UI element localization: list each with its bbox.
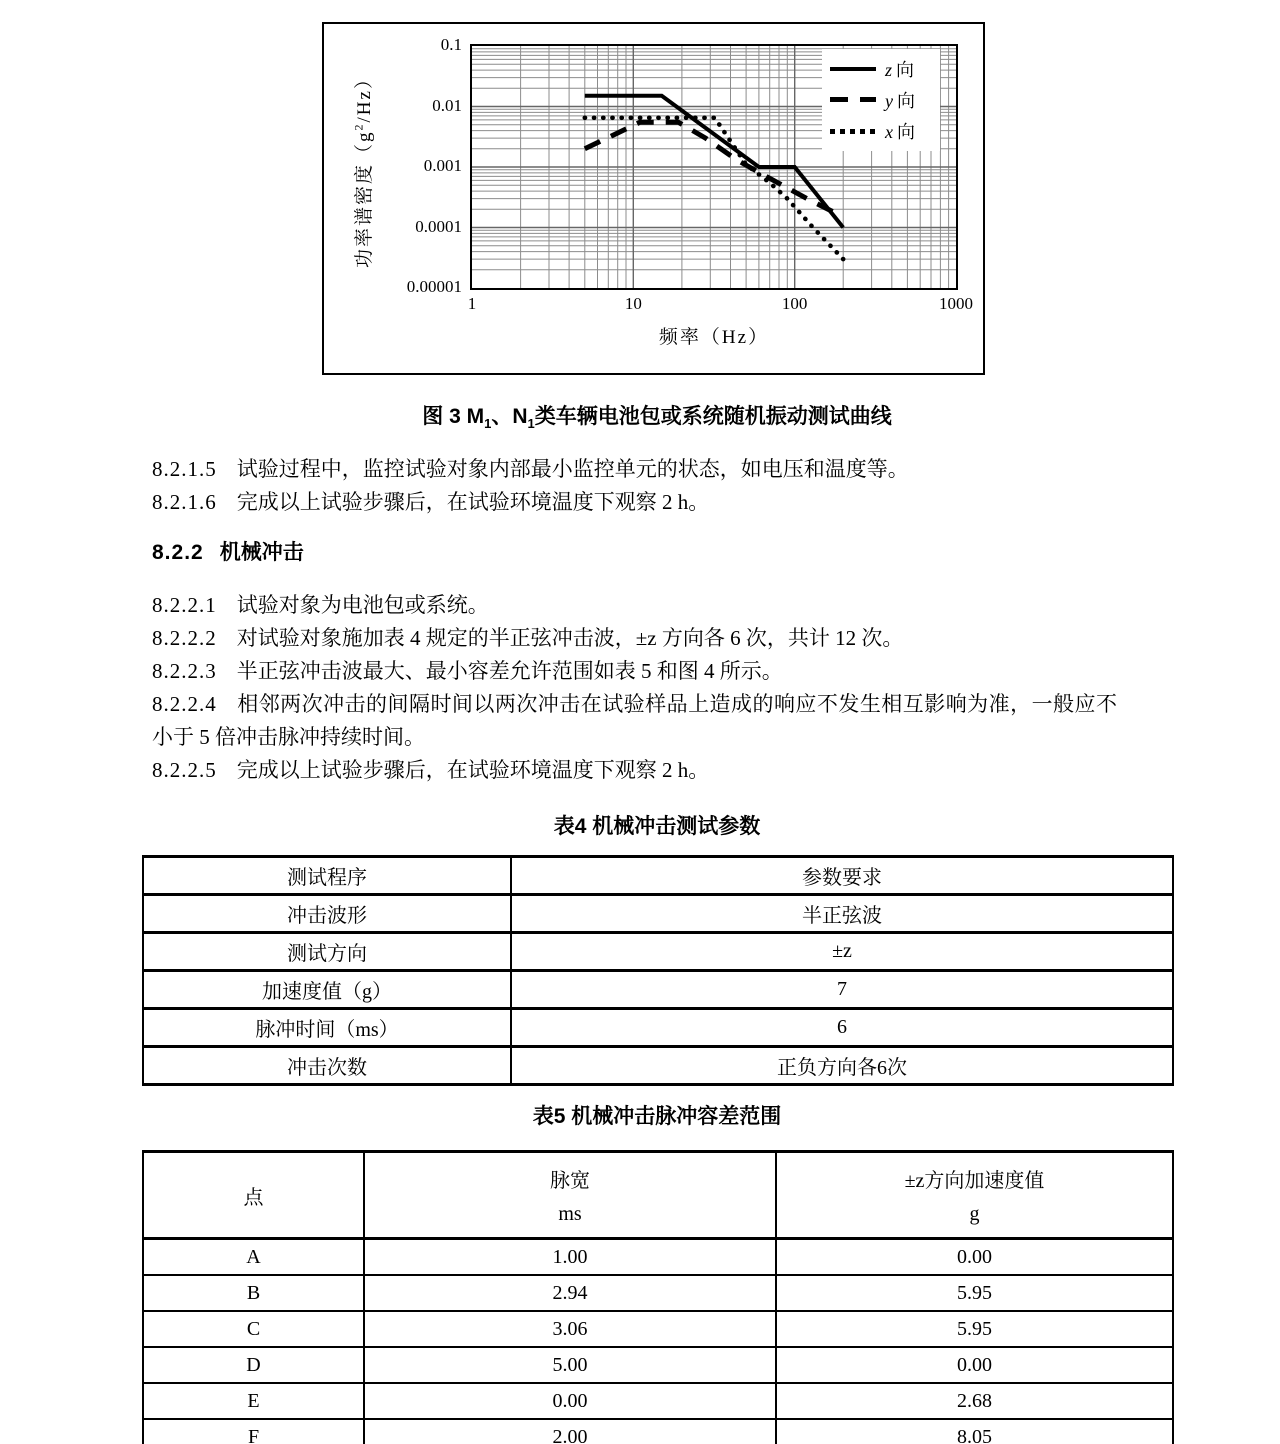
table-5-title: 表5 机械冲击脉冲容差范围 (532, 1105, 782, 1128)
cell: 冲击波形 (143, 895, 511, 933)
table-row (143, 1239, 1173, 1276)
clause-text: 试验对象为电池包或系统。 (236, 593, 489, 617)
x-axis-title: 频率（Hz） (658, 327, 770, 348)
cell: 6 (511, 1009, 1173, 1047)
clause-text: 对试验对象施加表 4 规定的半正弦冲击波，±z 方向各 6 次，共计 12 次。 (236, 626, 904, 650)
dotted-line-sample (830, 129, 876, 134)
header-cell (364, 1152, 776, 1239)
cell: F (143, 1419, 364, 1444)
header-unit: g (969, 1203, 980, 1226)
clause-number: 8.2.2 (152, 541, 204, 564)
cell: 半正弦波 (511, 895, 1173, 933)
cell: 正负方向各6次 (511, 1047, 1173, 1085)
chart-legend (822, 49, 940, 151)
clause-text: 完成以上试验步骤后，在试验环境温度下观察 2 h。 (236, 490, 710, 514)
heading-text: 机械冲击 (219, 541, 304, 564)
cell: 2.00 (364, 1419, 776, 1444)
clause-8-2-2-1 (152, 589, 1117, 622)
legend-label: y 向 (885, 90, 915, 111)
cell: D (143, 1347, 364, 1383)
figure-3-caption: 图 3 $M_1$、$N_1$类车辆电池包或系统随机振动测试曲线 (422, 405, 892, 432)
x-tick-label: 100 (781, 294, 808, 313)
table-row (143, 971, 1173, 1009)
header-line: ±z方向加速度值 (904, 1169, 1045, 1192)
table-row (143, 933, 1173, 971)
y-tick-label: 0.00001 (406, 277, 462, 296)
cell: C (143, 1311, 364, 1347)
header-line: 脉宽 (550, 1169, 590, 1192)
clause-8-2-2-3 (152, 655, 1117, 688)
table-header-row (143, 1152, 1173, 1239)
cell: 测试程序 (143, 857, 511, 895)
cell: 0.00 (776, 1239, 1173, 1276)
legend-label: z 向 (885, 59, 915, 80)
figure-3-chart (322, 22, 985, 375)
cell: 8.05 (776, 1419, 1173, 1444)
cell: 1.00 (364, 1239, 776, 1276)
table-row (143, 1047, 1173, 1085)
header-cell (776, 1152, 1173, 1239)
table-row (143, 1275, 1173, 1311)
clause-number: 8.2.2.1 (152, 593, 217, 617)
cell: 脉冲时间（ms） (143, 1009, 511, 1047)
clause-number: 8.2.2.4 (152, 692, 217, 716)
clause-8-2-1-6 (152, 486, 1117, 519)
solid-line-sample (830, 67, 876, 71)
x-tick-label: 1000 (939, 294, 973, 313)
table-4-mechanical-shock-parameters (142, 855, 1174, 1086)
cell: 5.95 (776, 1311, 1173, 1347)
clause-8-2-2-5 (152, 754, 1117, 787)
cell: 参数要求 (511, 857, 1173, 895)
table-5-shock-pulse-tolerance (142, 1150, 1174, 1444)
legend-label: x 向 (885, 122, 915, 143)
x-tick-label: 10 (624, 294, 642, 313)
legend-item-z (830, 56, 940, 82)
clause-number: 8.2.2.5 (152, 758, 217, 782)
clause-number: 8.2.1.6 (152, 490, 217, 514)
cell: 冲击次数 (143, 1047, 511, 1085)
clause-text: 相邻两次冲击的间隔时间以两次冲击在试验样品上造成的响应不发生相互影响为准，一般应不小于 5 倍冲击脉冲持续时间。 (152, 692, 1117, 749)
cell: 2.94 (364, 1275, 776, 1311)
clause-number: 8.2.2.3 (152, 659, 217, 683)
cell: 0.00 (776, 1347, 1173, 1383)
header-cell: 点 (143, 1152, 364, 1239)
clause-number: 8.2.2.2 (152, 626, 217, 650)
cell: 0.00 (364, 1383, 776, 1419)
clause-8-2-2-2 (152, 622, 1117, 655)
clause-8-2-1-5 (152, 453, 1117, 486)
y-tick-label: 0.1 (440, 35, 462, 54)
clause-8-2-2-4 (152, 688, 1117, 754)
clause-number: 8.2.1.5 (152, 457, 217, 481)
x-tick-label: 1 (467, 294, 477, 313)
table-row (143, 895, 1173, 933)
cell: 5.95 (776, 1275, 1173, 1311)
clause-text: 半正弦冲击波最大、最小容差允许范围如表 5 和图 4 所示。 (236, 659, 783, 683)
table-row (143, 1383, 1173, 1419)
y-axis-title: 功率谱密度$(g^2/Hz)$ (351, 68, 375, 268)
cell: 测试方向 (143, 933, 511, 971)
cell: E (143, 1383, 364, 1419)
cell: ±z (511, 933, 1173, 971)
table-row (143, 1419, 1173, 1444)
clause-text: 试验过程中，监控试验对象内部最小监控单元的状态，如电压和温度等。 (236, 457, 909, 481)
cell: A (143, 1239, 364, 1276)
legend-item-y (830, 87, 940, 113)
table-row (143, 1009, 1173, 1047)
table-row (143, 1347, 1173, 1383)
table-4-title: 表4 机械冲击测试参数 (553, 815, 761, 838)
y-tick-label: 0.001 (423, 156, 462, 175)
table-row (143, 1311, 1173, 1347)
cell: 5.00 (364, 1347, 776, 1383)
clause-text: 完成以上试验步骤后，在试验环境温度下观察 2 h。 (236, 758, 710, 782)
cell: 3.06 (364, 1311, 776, 1347)
heading-8-2-2 (152, 536, 1117, 569)
cell: 2.68 (776, 1383, 1173, 1419)
y-tick-label: 0.01 (432, 95, 462, 115)
legend-item-x (830, 118, 940, 144)
y-tick-label: 0.0001 (415, 216, 462, 236)
table-row (143, 857, 1173, 895)
plot-area (470, 44, 958, 290)
cell: 7 (511, 971, 1173, 1009)
cell: B (143, 1275, 364, 1311)
header-unit: ms (558, 1203, 582, 1226)
dashed-line-sample (830, 97, 876, 102)
cell: 加速度值（g） (143, 971, 511, 1009)
